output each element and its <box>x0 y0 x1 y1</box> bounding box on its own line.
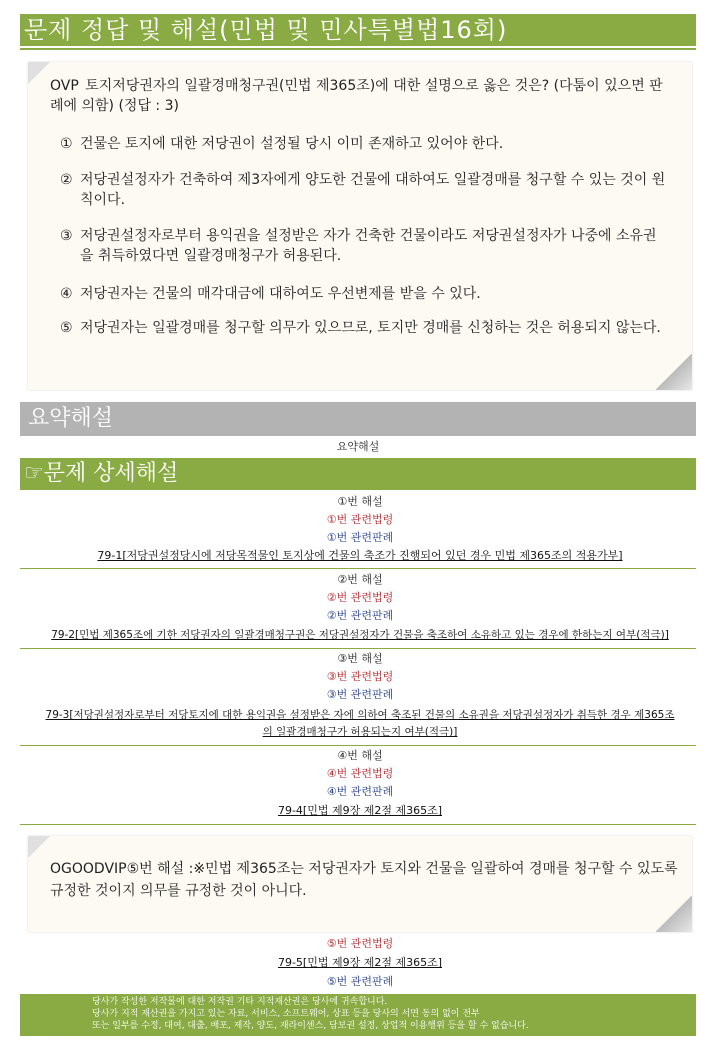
question-text <box>50 76 670 116</box>
choice-text: 건물은 토지에 대한 저당권이 설정될 당시 이미 존재하고 있어야 한다. <box>80 136 504 152</box>
summary-heading: 요약해설 <box>20 402 696 436</box>
copyright-footer <box>20 994 696 1036</box>
choice-text: 저당권자는 건물의 매각대금에 대하여도 우선변제를 받을 수 있다. <box>80 286 481 302</box>
page-curl-icon <box>656 896 692 932</box>
case-3-link[interactable]: ③번 관련판례 <box>326 688 394 701</box>
law-1-link[interactable]: ①번 관련법령 <box>326 513 394 526</box>
ref-4-link[interactable]: 79-4[민법 제9장 제2절 제365조] <box>277 804 443 817</box>
choice-number: ② <box>60 172 73 188</box>
law-4-link[interactable]: ④번 관련법령 <box>326 767 394 780</box>
answer-box <box>28 836 692 932</box>
choice-number: ③ <box>60 228 73 244</box>
choice-number: ⑤ <box>60 320 73 336</box>
choice-1 <box>50 134 670 154</box>
explain-1-label: ①번 해설 <box>337 495 383 508</box>
corner-fold-icon <box>28 836 50 858</box>
question-prefix: OVP <box>50 78 79 94</box>
choice-number: ④ <box>60 286 73 302</box>
group-divider <box>20 824 696 825</box>
choice-text: 저당권설정자가 건축하여 제3자에게 양도한 건물에 대하여도 일괄경매를 청구할 수 있는 것이 원칙이다. <box>80 172 666 208</box>
choice-3 <box>50 226 670 266</box>
ref-5-link[interactable]: 79-5[민법 제9장 제2절 제365조] <box>277 956 443 969</box>
ref-2-link[interactable]: 79-2[민법 제365조에 기한 저당권자의 일괄경매청구권은 저당권설정자가 건물을 축조하여 소유하고 있는 경우에 한하는지 여부(적극)] <box>51 629 669 641</box>
footer-line-2: 당사가 지적 재산권을 가지고 있는 자료, 서비스, 소프트웨어, 상표 등을 당사의 서면 동의 없이 전부 <box>92 1009 480 1019</box>
footer-line-1: 당사가 작성한 저작물에 대한 저작권 기타 지적재산권은 당사에 귀속합니다. <box>92 997 388 1007</box>
case-2-link[interactable]: ②번 관련판례 <box>326 609 394 622</box>
question-body: 토지저당권자의 일괄경매청구권(민법 제365조)에 대한 설명으로 옳은 것은? (다툼이 있으면 판례에 의함) (정답 : 3) <box>50 78 663 114</box>
footer-line-3: 또는 일부를 수정, 대여, 대출, 배포, 제작, 양도, 재라이센스, 담보권 설정, 상업적 이용행위 등을 할 수 없습니다. <box>92 1021 529 1031</box>
explain-3-label: ③번 해설 <box>337 652 383 665</box>
corner-fold-icon <box>28 62 50 84</box>
summary-label: 요약해설 <box>336 440 380 453</box>
choice-text: 저당권자는 일괄경매를 청구할 의무가 있으므로, 토지만 경매를 신청하는 것은 허용되지 않는다. <box>80 320 661 336</box>
detail-heading: ☞문제 상세해설 <box>20 458 696 490</box>
case-4-link[interactable]: ④번 관련판례 <box>326 785 394 798</box>
law-2-link[interactable]: ②번 관련법령 <box>326 591 394 604</box>
choice-text: 저당권설정자로부터 용익권을 설정받은 자가 건축한 건물이라도 저당권설정자가 나중에 소유권을 취득하였다면 일괄경매청구가 허용된다. <box>80 228 657 264</box>
question-box <box>28 62 692 390</box>
explain-2-label: ②번 해설 <box>337 573 383 586</box>
choice-number: ① <box>60 136 73 152</box>
ref-3-link[interactable]: 79-3[저당권설정자로부터 저당토지에 대한 용익권을 설정받은 자에 의하여 축조된 건물의 소유권을 저당권설정자가 취득한 경우 제365조 <box>45 709 675 721</box>
case-1-link[interactable]: ①번 관련판례 <box>326 531 394 544</box>
group-divider <box>20 568 696 569</box>
page-curl-icon <box>656 354 692 390</box>
ref-3-link-cont[interactable]: 의 일괄경매청구가 허용되는지 여부(적극)] <box>262 726 458 738</box>
choice-5 <box>50 318 670 338</box>
law-3-link[interactable]: ③번 관련법령 <box>326 670 394 683</box>
case-5-link[interactable]: ⑤번 관련판례 <box>326 975 394 988</box>
page-title: 문제 정답 및 해설(민법 및 민사특별법16회) <box>20 14 696 46</box>
title-divider <box>20 48 696 50</box>
group-divider <box>20 745 696 746</box>
law-5-link[interactable]: ⑤번 관련법령 <box>326 937 394 950</box>
answer-explanation: OGOODVIP⑤번 해설 :※민법 제365조는 저당권자가 토지와 건물을 일괄하여 경매를 청구할 수 있도록 규정한 것이지 의무를 규정한 것이 아니다. <box>50 861 678 899</box>
choice-2 <box>50 170 670 210</box>
choice-4 <box>50 284 670 304</box>
group-divider <box>20 648 696 649</box>
ref-1-link[interactable]: 79-1[저당권설정당시에 저당목적물인 토지상에 건물의 축조가 진행되어 있던 경우 민법 제365조의 적용가부] <box>97 549 623 562</box>
explain-4-label: ④번 해설 <box>337 749 383 762</box>
